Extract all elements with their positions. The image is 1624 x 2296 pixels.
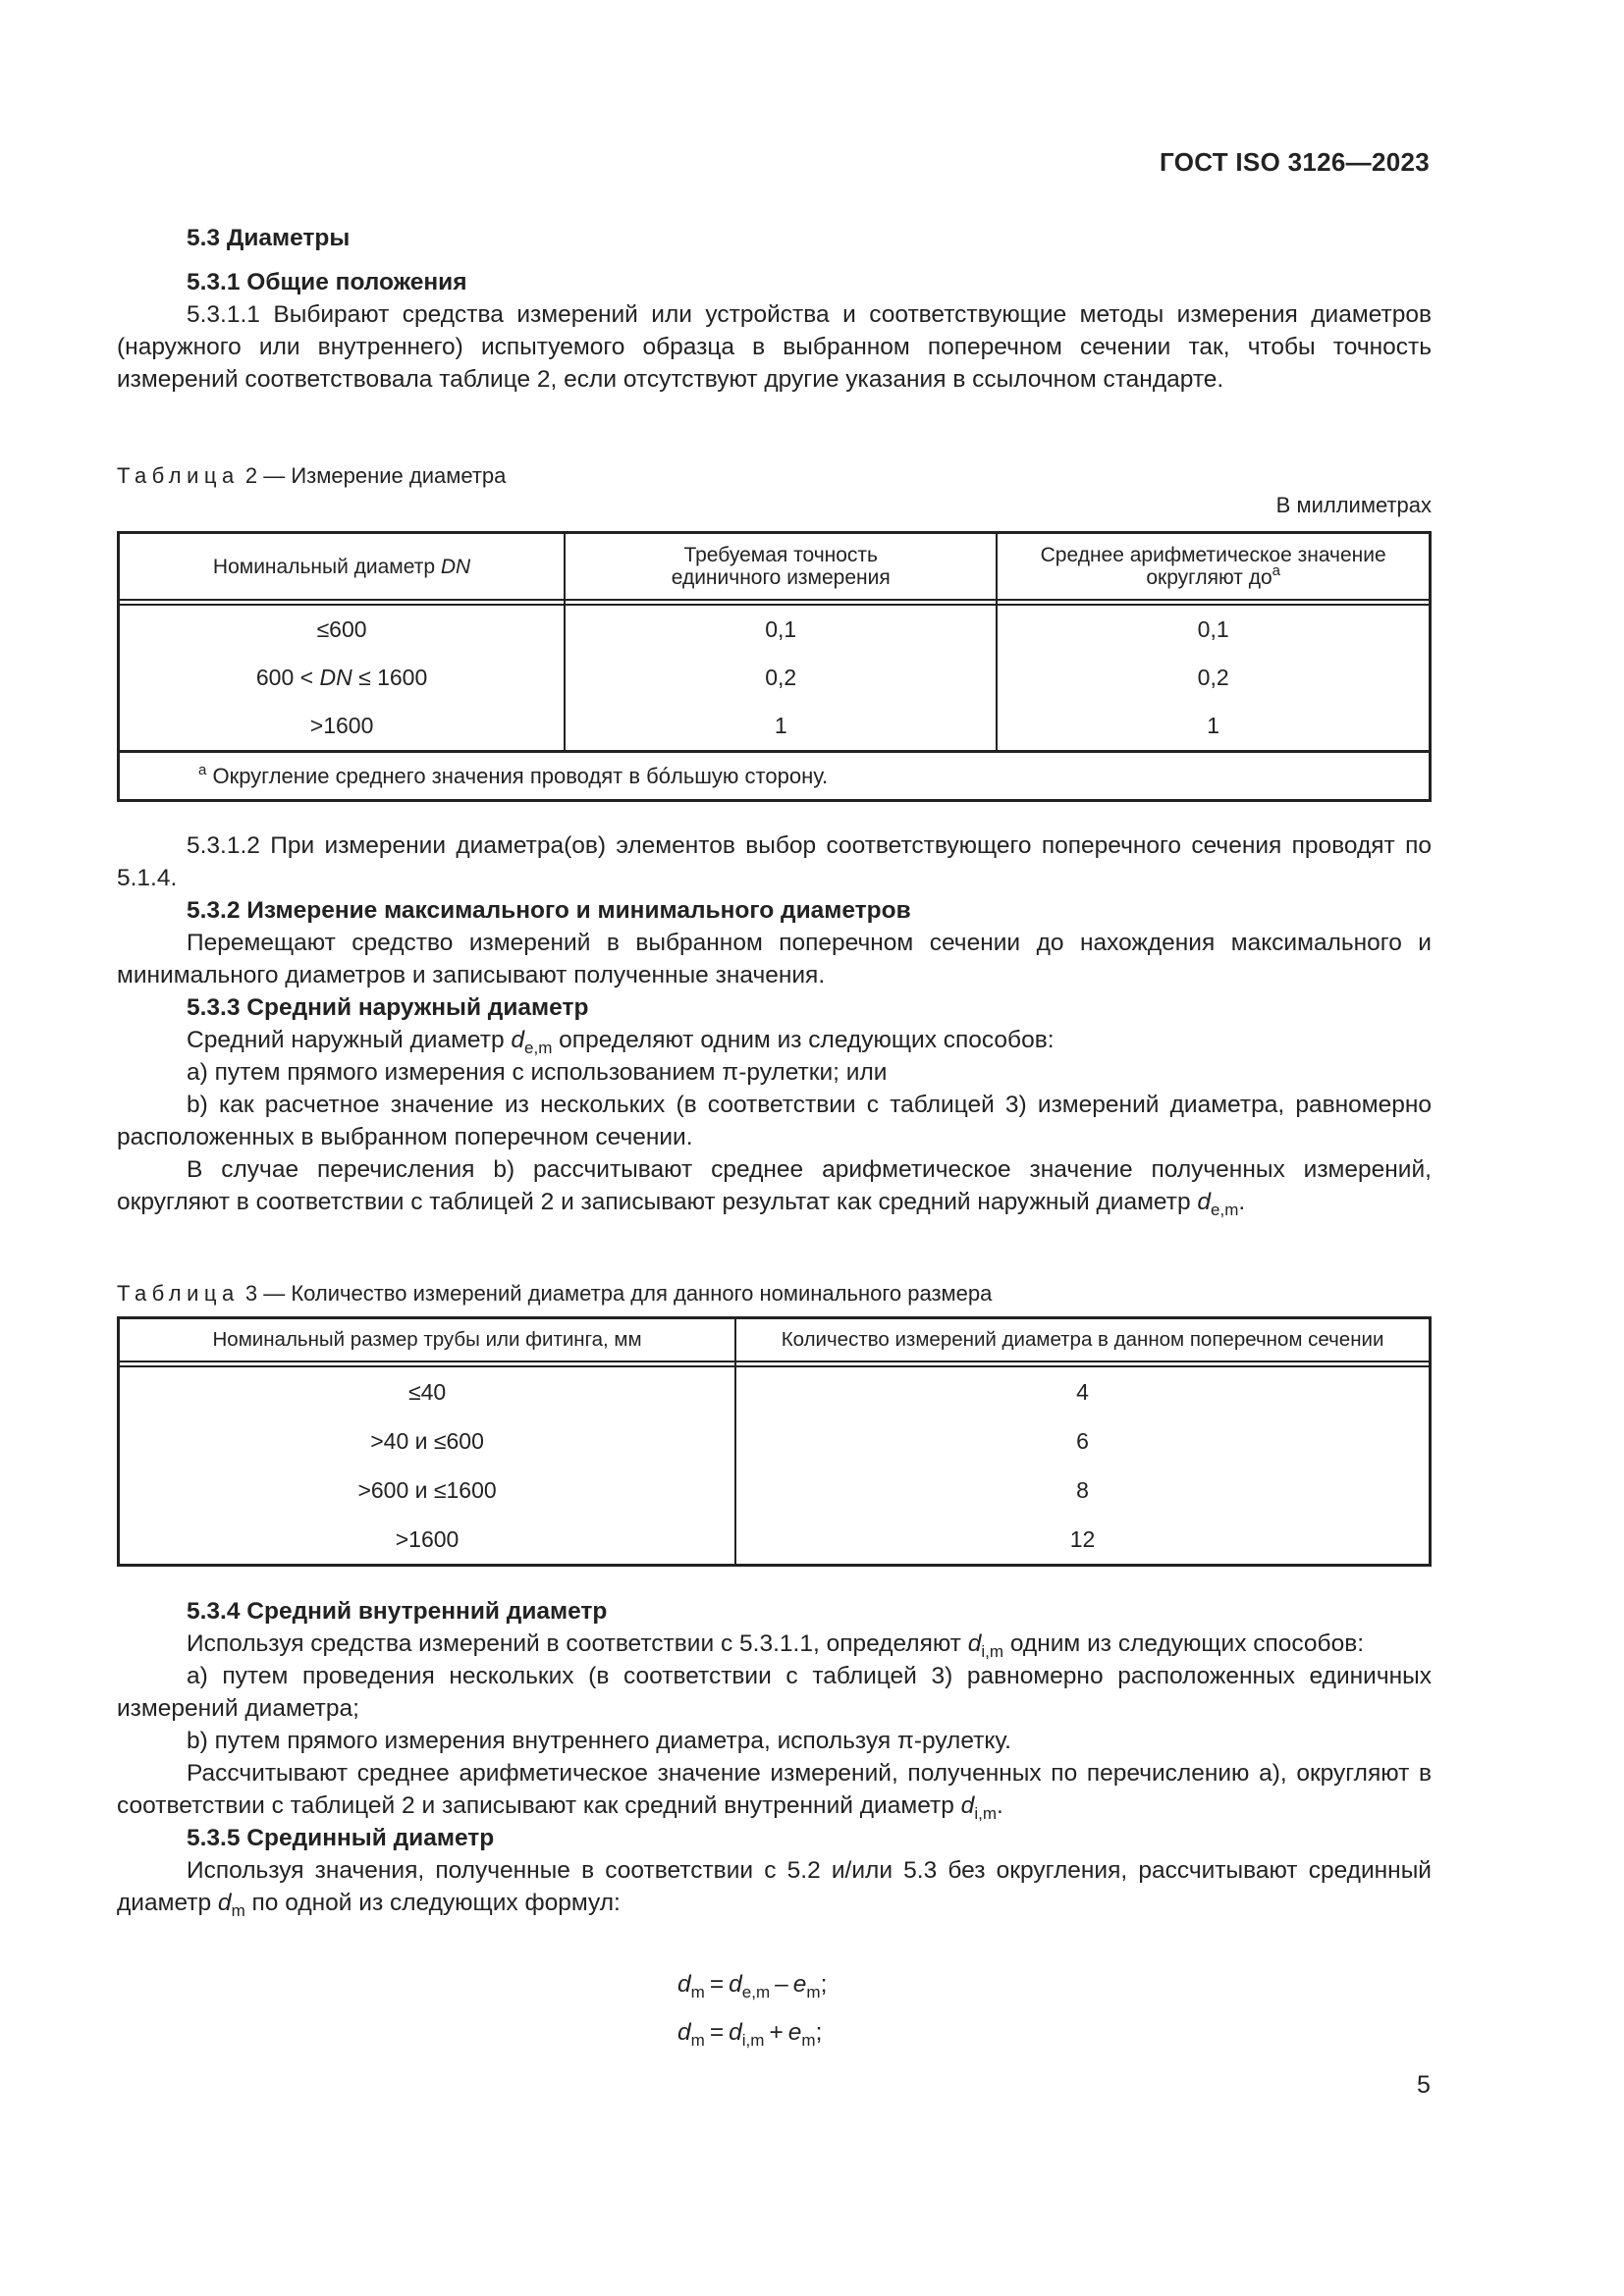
table3-header-nominal-size: Номинальный размер трубы или фитинга, мм <box>119 1318 736 1362</box>
table3-caption <box>117 1279 992 1308</box>
heading-5-3-4: 5.3.4 Средний внутренний диаметр <box>187 1598 608 1625</box>
table2-caption-label: Таблица <box>117 463 240 488</box>
table-row: ≤40 4 <box>119 1366 1431 1416</box>
table2-header-required-accuracy: Требуемая точность единичного измерения <box>565 533 997 601</box>
standard-header: ГОСТ ISO 3126—2023 <box>1160 147 1430 177</box>
table3-header-row <box>119 1318 1431 1362</box>
list-item-5-3-3-a: а) путем прямого измерения с использованием π-рулетки; или <box>187 1059 888 1086</box>
table2-units: В миллиметрах <box>1275 493 1432 517</box>
table2-header-row <box>119 533 1431 601</box>
list-item-5-3-3-b: b) как расчетное значение из нескольких (в соответствии с таблицей 3) измерений диаметра, равномерно расположенных в выбранном поперечном сечении. <box>117 1092 1432 1150</box>
paragraph-5-3-1-1: 5.3.1.1 Выбирают средства измерений или устройства и соответствующие методы измерения диаметров (наружного или внутреннего) испытуемого образца в выбранном поперечном сечении так, чтобы точность измерений соответствовала таблице 2, если отсутствуют другие указания в ссылочном стандарте. <box>117 301 1432 393</box>
page-number: 5 <box>1417 2071 1431 2099</box>
table-row: >1600 12 <box>119 1515 1431 1566</box>
table3-caption-text: 3 — Количество измерений диаметра для данного номинального размера <box>239 1281 993 1306</box>
paragraph-5-3-4-note: Рассчитывают среднее арифметическое значение измерений, полученных по перечислению а), округляют в соответствии с таблицей 2 и записывают как средний внутренний диаметр $d_{i,m}$. <box>117 1760 1432 1823</box>
heading-5-3-3: 5.3.3 Средний наружный диаметр <box>187 994 589 1021</box>
section-5-3-intro <box>117 222 1432 396</box>
heading-5-3-2: 5.3.2 Измерение максимального и минимального диаметров <box>187 897 911 924</box>
list-item-5-3-4-a: а) путем проведения нескольких (в соответствии с таблицей 3) равномерно расположенных единичных измерений диаметра; <box>117 1663 1432 1722</box>
heading-5-3-1: 5.3.1 Общие положения <box>187 269 467 295</box>
sections-5-3-4-to-5-3-5 <box>117 1595 1432 1919</box>
table2-caption-text: 2 — Измерение диаметра <box>239 463 507 488</box>
paragraph-5-3-3-intro: Средний наружный диаметр $d_{e,m}$ определяют одним из следующих способов: <box>187 1027 1055 1057</box>
table-row: >40 и ≤600 6 <box>119 1416 1431 1466</box>
table3-header-count: Количество измерений диаметра в данном поперечном сечении <box>735 1318 1430 1362</box>
table3-measurement-count <box>117 1316 1432 1567</box>
table2-footnote-row: $^a$ Округление среднего значения проводят в бóльшую сторону. <box>119 752 1431 801</box>
paragraph-5-3-4-intro: Используя средства измерений в соответствии с 5.3.1.1, определяют $d_{i,m}$ одним из следующих способов: <box>187 1630 1365 1661</box>
paragraph-5-3-2: Перемещают средство измерений в выбранном поперечном сечении до нахождения максимального и минимального диаметров и записывают полученные значения. <box>117 930 1432 988</box>
formula-median-from-outer: $d_m = d_{e,m} - e_m$; <box>677 1971 828 2002</box>
heading-5-3-5: 5.3.5 Срединный диаметр <box>187 1825 495 1851</box>
paragraph-5-3-1-2: 5.3.1.2 При измерении диаметра(ов) элементов выбор соответствующего поперечного сечения проводят по 5.1.4. <box>117 832 1432 891</box>
sections-5-3-1-2-to-5-3-3 <box>117 829 1432 1218</box>
table-row: >600 и ≤1600 8 <box>119 1466 1431 1515</box>
paragraph-5-3-5-intro: Используя значения, полученные в соответствии с 5.2 и/или 5.3 без округления, рассчитывают срединный диаметр $d_m$ по одной из следующих формул: <box>117 1857 1432 1920</box>
table-row: ≤600 0,1 0,1 <box>119 605 1431 654</box>
table2-header-rounding: Среднее арифметическое значение округляют $до^a$ <box>997 533 1430 601</box>
heading-5-3: 5.3 Диаметры <box>187 225 351 251</box>
formula-median-from-inner: $d_m = d_{i,m} + e_m$; <box>677 2019 823 2050</box>
table-row: 600 < DN ≤ 1600 0,2 0,2 <box>119 654 1431 702</box>
table3-caption-label: Таблица <box>117 1281 240 1306</box>
table2-header-nominal-diameter: Номинальный диаметр DN <box>119 533 566 601</box>
table2-diameter-measurement <box>117 531 1432 802</box>
paragraph-5-3-3-note: В случае перечисления b) рассчитывают среднее арифметическое значение полученных измерений, округляют в соответствии с таблицей 2 и записывают результат как средний наружный диаметр $d_{e,m}$. <box>117 1156 1432 1219</box>
list-item-5-3-4-b: b) путем прямого измерения внутреннего диаметра, используя π-рулетку. <box>187 1728 1011 1754</box>
table-row: >1600 1 1 <box>119 702 1431 752</box>
table2-caption <box>117 461 506 491</box>
